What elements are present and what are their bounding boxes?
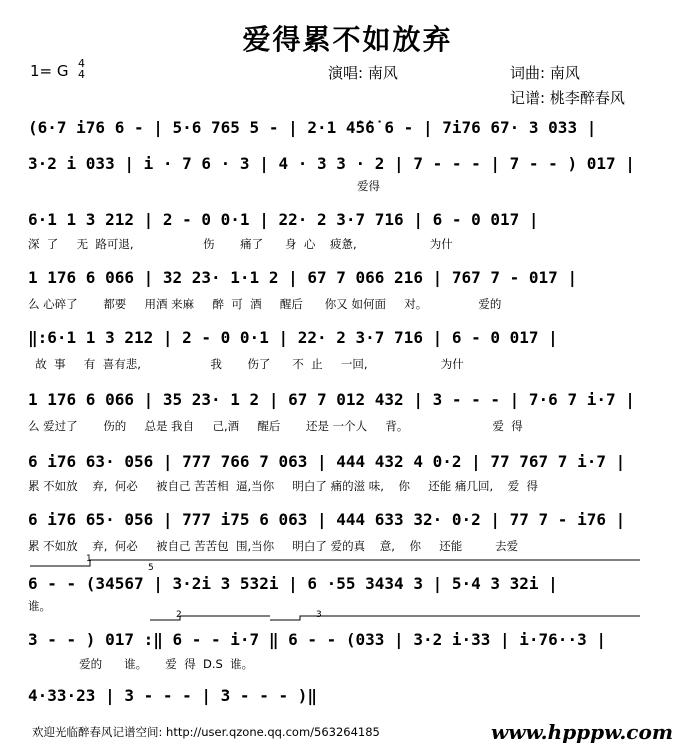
time-signature (78, 58, 85, 80)
composer-credit: 词曲: 南风 (510, 64, 580, 82)
ending-2-label: 2 (176, 610, 182, 620)
key-signature: 1= G (30, 62, 69, 80)
score-row-11: 4·33·23 | 3 - - - | 3 - - - )‖ (28, 686, 317, 705)
lyric-row-3: 深 了 无 路可退, 伤 痛了 身 心 疲惫, 为什 (28, 237, 453, 251)
lyric-row-9: 谁。 (28, 599, 51, 613)
score-row-1: (6·7 i76 6 - | 5·6 765 5 - | 2·1 4̇5̇6̇ 6 - | 7i76 67· 3 033 | (28, 118, 597, 137)
ending-1-label: 1 (86, 554, 92, 564)
lyric-row-5: 故 事 有 喜有悲, 我 伤了 不 止 一回, 为什 (28, 357, 464, 371)
transcriber-credit: 记谱: 桃李醉春风 (510, 89, 625, 107)
score-row-4: 1 176 6 066 | 32 23· 1·1 2 | 67 7 066 216 | 767 7 - 017 | (28, 268, 578, 287)
lyric-row-8: 累 不如放 弃, 何必 被自己 苦苦包 围,当你 明白了 爱的真 意, 你 还能 去爱 (28, 539, 519, 553)
score-row-10: 3 - - ) 017 :‖ 6 - - i·7 ‖ 6 - - (033 | 3·2 i·33 | i·76··3 | (28, 630, 606, 649)
song-title: 爱得累不如放弃 (242, 23, 453, 56)
ending-3-label: 3 (316, 610, 322, 620)
time-signature-top: 4 (78, 57, 85, 70)
lyric-row-6: 么 爱过了 伤的 总是 我自 己,酒 醒后 还是 一个人 背。 爱 得 (28, 419, 523, 433)
singer-credit: 演唱: 南风 (328, 64, 398, 82)
lyric-row-7: 累 不如放 弃, 何必 被自己 苦苦相 逼,当你 明白了 痛的滋 味, 你 还能 痛几回, 爱 得 (28, 479, 539, 493)
score-row-5: ‖:6·1 1 3 212 | 2 - 0 0·1 | 22· 2 3·7 716 | 6 - 0 017 | (28, 328, 558, 347)
lyric-row-2: 爱得 (28, 179, 380, 193)
score-row-7: 6 i76 63· 056 | 777 766 7 063 | 444 432 4 0·2 | 77 767 7 i·7 | (28, 452, 626, 471)
score-row-6: 1 176 6 066 | 35 23· 1 2 | 67 7 012 432 | 3 - - - | 7·6 7 i·7 | (28, 390, 635, 409)
score-row-2: 3·2 i 033 | i · 7 6 · 3 | 4 · 3 3 · 2 | 7 - - - | 7 - - ) 017 | (28, 154, 635, 173)
score-row-3: 6·1 1 3 212 | 2 - 0 0·1 | 22· 2 3·7 716 | 6 - 0 017 | (28, 210, 539, 229)
time-signature-bottom: 4 (78, 68, 85, 81)
lyric-row-4: 么 心碎了 都要 用酒 来麻 醉 可 酒 醒后 你又 如何面 对。 爱的 (28, 297, 502, 311)
score-row-8: 6 i76 65· 056 | 777 i75 6 063 | 444 633 32· 0·2 | 77 7 - i76 | (28, 510, 626, 529)
lyric-row-10: 爱的 谁。 爱 得 D.S 谁。 (28, 657, 254, 671)
footer-credit: 欢迎光临醉春风记谱空间: http://user.qzone.qq.com/563264185 (32, 725, 380, 739)
site-watermark: www.hpppw.com (491, 720, 673, 744)
score-row-9: 6 - - (34567 | 3·2i 3 532i | 6 ·55 3434 3 | 5·4 3 32i | (28, 574, 558, 593)
ending-5-label: 5 (148, 563, 154, 573)
